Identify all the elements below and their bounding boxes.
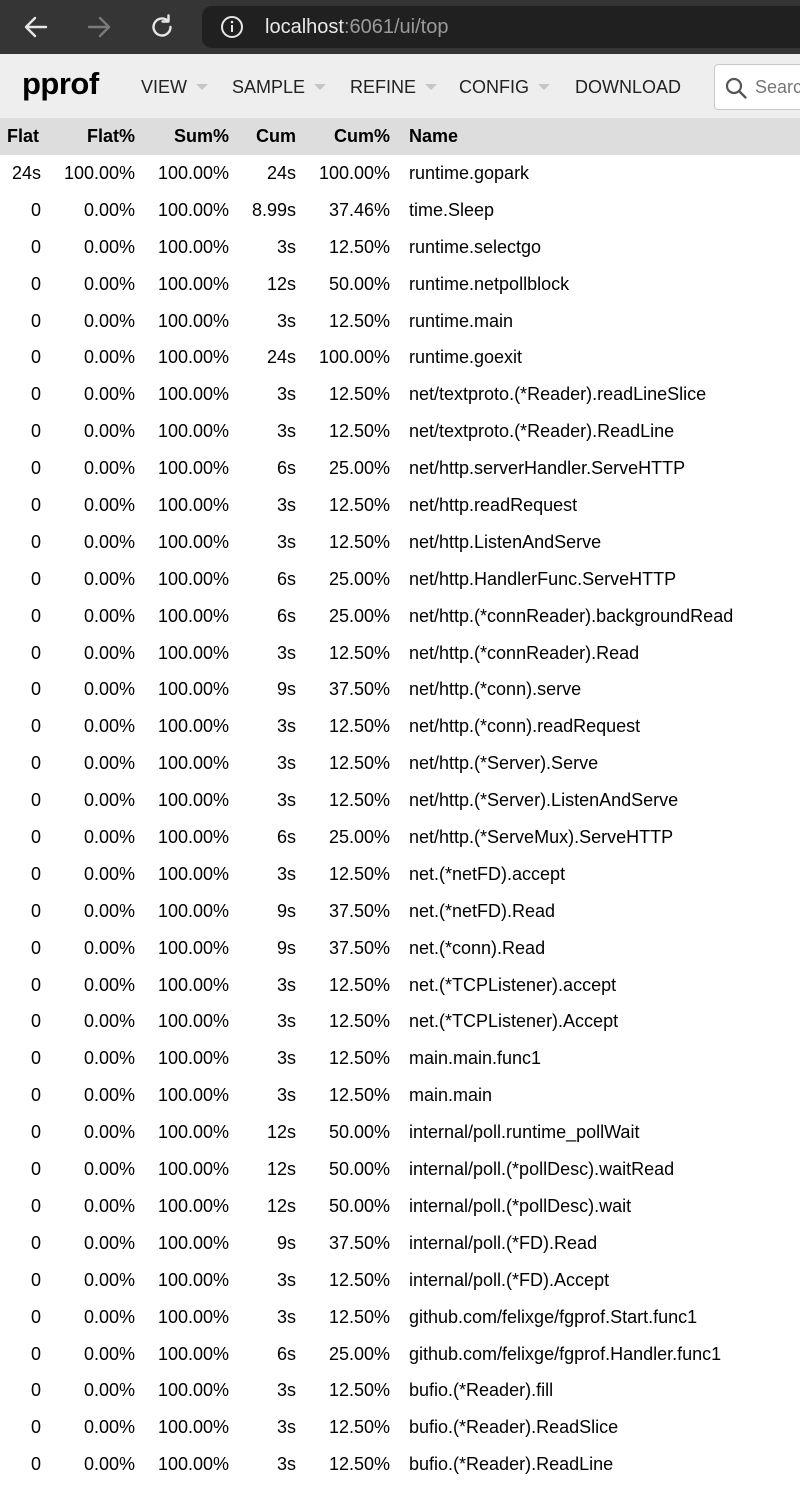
cell-cum-pct: 12.50% [328,642,390,663]
cell-flat-pct: 0.00% [83,1122,135,1143]
info-icon[interactable] [220,15,244,39]
cell-cum-pct: 37.50% [328,937,390,958]
cell-sum-pct: 100.00% [157,827,229,848]
cell-sum-pct: 100.00% [157,900,229,921]
cell-flat-pct: 0.00% [83,1269,135,1290]
table-row[interactable] [0,229,800,266]
cell-function-name: net/http.(*conn).readRequest [409,716,641,737]
cell-sum-pct: 100.00% [157,1011,229,1032]
cell-function-name: time.Sleep [409,199,495,220]
cell-cum: 3s [276,1306,296,1327]
cell-flat-pct: 0.00% [83,531,135,552]
cell-flat-pct: 0.00% [83,1306,135,1327]
menu-sample-label: SAMPLE [232,77,306,97]
cell-flat: 0 [30,1380,41,1401]
table-row[interactable] [0,1372,800,1409]
table-row[interactable] [0,561,800,598]
cell-sum-pct: 100.00% [157,273,229,294]
cell-function-name: net/http.(*ServeMux).ServeHTTP [409,827,674,848]
cell-flat-pct: 0.00% [83,1454,135,1475]
pprof-header [0,54,800,118]
cell-cum: 9s [276,937,296,958]
cell-flat-pct: 0.00% [83,1380,135,1401]
cell-flat: 0 [30,1417,41,1438]
cell-flat-pct: 0.00% [83,1343,135,1364]
cell-function-name: main.main [409,1085,493,1106]
menu-download-label: DOWNLOAD [575,77,682,97]
cell-cum: 12s [266,1195,296,1216]
cell-sum-pct: 100.00% [157,1417,229,1438]
cell-function-name: net.(*netFD).Read [409,900,556,921]
cell-sum-pct: 100.00% [157,753,229,774]
cell-cum: 12s [266,1122,296,1143]
cell-function-name: bufio.(*Reader).fill [409,1380,554,1401]
table-row[interactable] [0,782,800,819]
cell-cum-pct: 25.00% [328,458,390,479]
cell-flat: 0 [30,384,41,405]
cell-cum-pct: 12.50% [328,863,390,884]
cell-flat-pct: 0.00% [83,347,135,368]
cell-sum-pct: 100.00% [157,1343,229,1364]
cell-cum-pct: 37.50% [328,679,390,700]
cell-flat-pct: 0.00% [83,384,135,405]
cell-cum: 3s [276,753,296,774]
table-row[interactable] [0,1151,800,1188]
cell-flat-pct: 0.00% [83,753,135,774]
cell-function-name: net/http.(*Server).ListenAndServe [409,790,679,811]
cell-function-name: net.(*TCPListener).accept [409,974,617,995]
search-input[interactable] [755,65,800,109]
column-header-cum-pct[interactable]: Cum% [333,126,390,146]
table-row[interactable] [0,1225,800,1262]
cell-flat-pct: 0.00% [83,199,135,220]
cell-cum-pct: 25.00% [328,827,390,848]
cell-cum-pct: 50.00% [328,1195,390,1216]
table-row[interactable] [0,1040,800,1077]
table-row[interactable] [0,1336,800,1373]
menu-view[interactable] [141,74,208,100]
table-row[interactable] [0,1262,800,1299]
cell-cum-pct: 12.50% [328,384,390,405]
cell-cum: 3s [276,974,296,995]
cell-function-name: internal/poll.(*FD).Read [409,1232,598,1253]
cell-flat-pct: 0.00% [83,1232,135,1253]
cell-flat-pct: 0.00% [83,900,135,921]
cell-sum-pct: 100.00% [157,679,229,700]
cell-function-name: net/textproto.(*Reader).ReadLine [409,421,675,442]
cell-cum: 3s [276,1048,296,1069]
cell-cum-pct: 50.00% [328,273,390,294]
table-row[interactable] [0,376,800,413]
cell-cum: 3s [276,310,296,331]
table-row[interactable] [0,339,800,376]
cell-cum: 9s [276,679,296,700]
cell-flat: 0 [30,1048,41,1069]
search-icon [724,76,748,100]
cell-function-name: main.main.func1 [409,1048,542,1069]
cell-flat-pct: 0.00% [83,1011,135,1032]
table-row[interactable] [0,303,800,340]
cell-cum: 9s [276,1232,296,1253]
cell-sum-pct: 100.00% [157,458,229,479]
cell-flat-pct: 0.00% [83,937,135,958]
cell-flat-pct: 0.00% [83,273,135,294]
cell-cum: 24s [266,163,296,183]
cell-flat-pct: 0.00% [83,716,135,737]
cell-function-name: net.(*conn).Read [409,937,546,958]
cell-sum-pct: 100.00% [157,863,229,884]
cell-flat-pct: 0.00% [83,679,135,700]
table-header [0,118,800,155]
cell-flat: 0 [30,236,41,257]
caret-down-icon [538,84,550,90]
cell-function-name: runtime.main [409,310,514,331]
cell-function-name: github.com/felixge/fgprof.Start.func1 [409,1306,698,1327]
column-header-sum-pct[interactable]: Sum% [173,126,229,146]
cell-cum: 6s [276,458,296,479]
cell-sum-pct: 100.00% [157,790,229,811]
cell-flat-pct: 0.00% [83,568,135,589]
table-row[interactable] [0,930,800,967]
cell-flat-pct: 0.00% [83,642,135,663]
table-row[interactable] [0,598,800,635]
cell-cum: 6s [276,568,296,589]
cell-function-name: net/http.HandlerFunc.ServeHTTP [409,568,677,589]
cell-flat-pct: 100.00% [63,163,135,183]
cell-cum-pct: 100.00% [318,347,390,368]
menu-download[interactable] [575,74,681,100]
url-path: :6061/ui/top [343,16,449,38]
cell-function-name: bufio.(*Reader).ReadLine [409,1454,614,1475]
cell-sum-pct: 100.00% [157,1122,229,1143]
cell-sum-pct: 100.00% [157,1159,229,1180]
cell-function-name: net/http.ListenAndServe [409,531,602,552]
cell-function-name: runtime.goexit [409,347,523,368]
cell-cum: 12s [266,273,296,294]
cell-flat: 0 [30,568,41,589]
menu-refine-label: REFINE [350,77,417,97]
table-row[interactable] [0,708,800,745]
back-button[interactable] [18,9,54,45]
cell-cum-pct: 37.50% [328,900,390,921]
caret-down-icon [314,84,326,90]
cell-function-name: runtime.netpollblock [409,273,570,294]
cell-function-name: internal/poll.runtime_pollWait [409,1122,640,1143]
cell-sum-pct: 100.00% [157,568,229,589]
cell-function-name: net.(*TCPListener).Accept [409,1011,619,1032]
arrow-left-icon [22,13,50,41]
cell-cum-pct: 12.50% [328,753,390,774]
cell-sum-pct: 100.00% [157,1269,229,1290]
cell-flat: 0 [30,1011,41,1032]
table-row[interactable] [0,1114,800,1151]
cell-sum-pct: 100.00% [157,642,229,663]
cell-flat: 0 [30,937,41,958]
cell-flat: 0 [30,1159,41,1180]
cell-sum-pct: 100.00% [157,1048,229,1069]
cell-cum-pct: 12.50% [328,495,390,516]
reload-icon [148,13,176,41]
cell-flat: 0 [30,1195,41,1216]
cell-cum: 12s [266,1159,296,1180]
cell-flat: 24s [11,163,41,183]
cell-flat-pct: 0.00% [83,863,135,884]
url-host: localhost [265,16,344,38]
cell-cum-pct: 12.50% [328,1085,390,1106]
pprof-logo[interactable]: pprof [22,66,99,101]
cell-flat: 0 [30,495,41,516]
cell-flat: 0 [30,1232,41,1253]
cell-flat: 0 [30,199,41,220]
column-header-cum[interactable]: Cum [256,126,296,146]
search-box[interactable] [714,64,800,110]
cell-function-name: runtime.gopark [409,163,530,183]
cell-cum-pct: 12.50% [328,716,390,737]
cell-cum-pct: 50.00% [328,1122,390,1143]
cell-flat-pct: 0.00% [83,1159,135,1180]
cell-cum-pct: 12.50% [328,974,390,995]
cell-cum: 3s [276,1085,296,1106]
cell-function-name: github.com/felixge/fgprof.Handler.func1 [409,1343,722,1364]
cell-cum: 3s [276,863,296,884]
cell-cum-pct: 12.50% [328,1011,390,1032]
cell-cum: 3s [276,1269,296,1290]
cell-cum-pct: 100.00% [318,163,390,183]
cell-cum: 3s [276,1454,296,1475]
cell-flat-pct: 0.00% [83,421,135,442]
cell-cum-pct: 12.50% [328,531,390,552]
cell-sum-pct: 100.00% [157,421,229,442]
cell-cum-pct: 12.50% [328,421,390,442]
cell-sum-pct: 100.00% [157,163,229,183]
cell-flat-pct: 0.00% [83,310,135,331]
cell-flat: 0 [30,900,41,921]
cell-flat: 0 [30,716,41,737]
cell-cum-pct: 12.50% [328,1380,390,1401]
cell-flat: 0 [30,753,41,774]
cell-flat-pct: 0.00% [83,495,135,516]
cell-flat-pct: 0.00% [83,1085,135,1106]
menu-view-label: VIEW [141,77,188,97]
cell-flat: 0 [30,421,41,442]
cell-flat: 0 [30,679,41,700]
table-row[interactable] [0,745,800,782]
cell-sum-pct: 100.00% [157,1380,229,1401]
cell-cum: 3s [276,236,296,257]
cell-flat-pct: 0.00% [83,974,135,995]
column-header-flat-pct[interactable]: Flat% [86,126,135,146]
cell-flat-pct: 0.00% [83,458,135,479]
url-text [265,14,448,40]
cell-flat-pct: 0.00% [83,790,135,811]
cell-cum-pct: 37.50% [328,1232,390,1253]
table-row[interactable] [0,413,800,450]
cell-cum: 3s [276,495,296,516]
table-row[interactable] [0,1409,800,1446]
cell-sum-pct: 100.00% [157,605,229,626]
cell-cum-pct: 12.50% [328,1417,390,1438]
table-row[interactable] [0,266,800,303]
cell-cum-pct: 25.00% [328,568,390,589]
cell-flat: 0 [30,531,41,552]
cell-cum: 3s [276,1380,296,1401]
table-row[interactable] [0,1446,800,1483]
cell-flat: 0 [30,605,41,626]
table-row[interactable] [0,524,800,561]
cell-cum-pct: 12.50% [328,1269,390,1290]
cell-flat: 0 [30,347,41,368]
cell-function-name: net/textproto.(*Reader).readLineSlice [409,384,707,405]
table-row[interactable] [0,819,800,856]
cell-sum-pct: 100.00% [157,199,229,220]
cell-cum-pct: 12.50% [328,1048,390,1069]
table-row[interactable] [0,487,800,524]
cell-flat-pct: 0.00% [83,1417,135,1438]
cell-cum: 24s [266,347,296,368]
cell-cum-pct: 25.00% [328,1343,390,1364]
cell-sum-pct: 100.00% [157,1195,229,1216]
cell-cum-pct: 12.50% [328,236,390,257]
cell-flat: 0 [30,863,41,884]
cell-flat: 0 [30,642,41,663]
cell-flat: 0 [30,1454,41,1475]
cell-flat-pct: 0.00% [83,605,135,626]
cell-function-name: net/http.serverHandler.ServeHTTP [409,458,686,479]
cell-cum-pct: 25.00% [328,605,390,626]
cell-function-name: net/http.readRequest [409,495,578,516]
cell-cum-pct: 50.00% [328,1159,390,1180]
cell-function-name: internal/poll.(*pollDesc).waitRead [409,1159,675,1180]
caret-down-icon [196,84,208,90]
menu-config-label: CONFIG [459,77,529,97]
cell-cum: 8.99s [251,199,296,220]
cell-flat: 0 [30,1269,41,1290]
cell-function-name: internal/poll.(*pollDesc).wait [409,1195,632,1216]
cell-function-name: net/http.(*Server).Serve [409,753,599,774]
table-body [0,155,800,1483]
cell-function-name: internal/poll.(*FD).Accept [409,1269,610,1290]
table-row[interactable] [0,671,800,708]
cell-cum: 6s [276,1343,296,1364]
cell-cum: 3s [276,421,296,442]
menu-refine[interactable] [350,74,437,100]
cell-cum: 3s [276,384,296,405]
table-row[interactable] [0,1003,800,1040]
cell-cum-pct: 37.46% [328,199,390,220]
cell-cum: 3s [276,790,296,811]
cell-cum: 3s [276,716,296,737]
cell-cum-pct: 12.50% [328,790,390,811]
table-row[interactable] [0,635,800,672]
cell-sum-pct: 100.00% [157,384,229,405]
cell-cum: 3s [276,1417,296,1438]
arrow-right-icon [85,13,113,41]
browser-toolbar [0,0,800,54]
cell-flat-pct: 0.00% [83,236,135,257]
cell-function-name: net.(*netFD).accept [409,863,566,884]
cell-function-name: net/http.(*connReader).Read [409,642,640,663]
cell-flat: 0 [30,790,41,811]
table-row[interactable] [0,967,800,1004]
cell-function-name: net/http.(*conn).serve [409,679,582,700]
cell-flat-pct: 0.00% [83,827,135,848]
forward-button[interactable] [81,9,117,45]
cell-flat: 0 [30,1085,41,1106]
table-row[interactable] [0,893,800,930]
reload-button[interactable] [144,9,180,45]
cell-function-name: net/http.(*connReader).backgroundRead [409,605,734,626]
table-row[interactable] [0,155,800,192]
cell-function-name: runtime.selectgo [409,236,542,257]
cell-flat: 0 [30,827,41,848]
cell-cum: 3s [276,531,296,552]
cell-sum-pct: 100.00% [157,531,229,552]
cell-flat: 0 [30,273,41,294]
caret-down-icon [425,84,437,90]
cell-cum: 3s [276,642,296,663]
table-row[interactable] [0,1188,800,1225]
cell-flat: 0 [30,1343,41,1364]
cell-sum-pct: 100.00% [157,1232,229,1253]
table-row[interactable] [0,450,800,487]
cell-cum: 9s [276,900,296,921]
table-row[interactable] [0,856,800,893]
cell-flat: 0 [30,310,41,331]
cell-sum-pct: 100.00% [157,1454,229,1475]
cell-sum-pct: 100.00% [157,974,229,995]
cell-cum: 6s [276,827,296,848]
cell-flat: 0 [30,458,41,479]
cell-sum-pct: 100.00% [157,1306,229,1327]
table-row[interactable] [0,192,800,229]
cell-sum-pct: 100.00% [157,310,229,331]
cell-function-name: bufio.(*Reader).ReadSlice [409,1417,619,1438]
table-row[interactable] [0,1077,800,1114]
cell-sum-pct: 100.00% [157,495,229,516]
cell-sum-pct: 100.00% [157,716,229,737]
cell-flat-pct: 0.00% [83,1048,135,1069]
cell-cum-pct: 12.50% [328,1306,390,1327]
menu-config[interactable] [459,74,550,100]
cell-flat: 0 [30,1306,41,1327]
cell-cum-pct: 12.50% [328,1454,390,1475]
cell-cum: 3s [276,1011,296,1032]
cell-cum-pct: 12.50% [328,310,390,331]
cell-flat: 0 [30,1122,41,1143]
column-header-name[interactable]: Name [409,126,459,146]
cell-flat: 0 [30,974,41,995]
table-row[interactable] [0,1299,800,1336]
menu-sample[interactable] [232,74,326,100]
cell-sum-pct: 100.00% [157,1085,229,1106]
address-bar[interactable] [202,6,800,48]
column-header-flat[interactable]: Flat [7,126,40,146]
cell-sum-pct: 100.00% [157,236,229,257]
cell-sum-pct: 100.00% [157,347,229,368]
cell-sum-pct: 100.00% [157,937,229,958]
cell-cum: 6s [276,605,296,626]
cell-flat-pct: 0.00% [83,1195,135,1216]
